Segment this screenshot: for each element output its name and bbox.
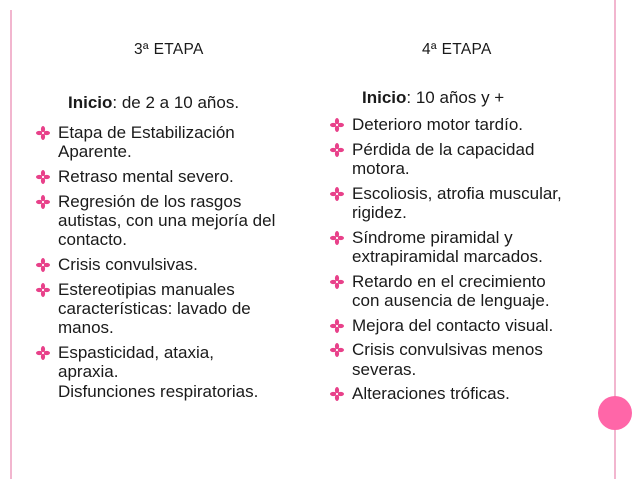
list-item (330, 316, 592, 335)
list-item-line: características: lavado de (58, 299, 251, 318)
left-inicio (68, 93, 239, 113)
fleuron-icon (36, 258, 50, 272)
list-item-line: severas. (352, 359, 417, 379)
fleuron-icon (330, 187, 344, 201)
list-item-line: con ausencia de lenguaje. (352, 291, 550, 310)
fleuron-icon (330, 118, 344, 132)
list-item-line: Espasticidad, ataxia, (58, 343, 214, 362)
list-item (330, 340, 592, 379)
right-inicio-label: Inicio (362, 88, 407, 107)
pink-circle-decoration (598, 396, 632, 430)
list-item (330, 384, 592, 403)
list-item-line: Regresión de los rasgos (58, 191, 242, 211)
list-item-line: Alteraciones tróficas. (352, 384, 510, 404)
list-item-line: Estereotipias manuales (58, 279, 235, 299)
right-inicio-value: : 10 años y + (406, 88, 505, 107)
right-inicio (362, 88, 504, 108)
list-item-line: Deterioro motor tardío. (352, 115, 524, 134)
list-item-line: Disfunciones respiratorias. (58, 381, 259, 401)
list-item-line: Crisis convulsivas menos (352, 340, 543, 360)
left-border-line (10, 10, 12, 479)
list-item-line: Síndrome piramidal y (352, 227, 513, 247)
left-inicio-value: : de 2 a 10 años. (112, 93, 240, 112)
list-item-line: Aparente. (58, 142, 132, 162)
list-item (36, 343, 312, 401)
list-item (330, 115, 592, 134)
fleuron-icon (330, 275, 344, 289)
fleuron-icon (36, 346, 50, 360)
left-column-title: 3ª ETAPA (134, 41, 204, 58)
list-item (36, 123, 312, 162)
list-item-line: rigidez. (352, 203, 407, 222)
fleuron-icon (330, 343, 344, 357)
list-item-line: Crisis convulsivas. (58, 255, 198, 274)
list-item (330, 228, 592, 267)
list-item (330, 140, 592, 179)
fleuron-icon (330, 319, 344, 333)
fleuron-icon (36, 170, 50, 184)
list-item (36, 192, 312, 250)
list-item (330, 272, 592, 311)
list-item-line: extrapiramidal marcados. (352, 247, 543, 266)
list-item (330, 184, 592, 223)
list-item (36, 255, 312, 274)
right-column-title: 4ª ETAPA (422, 41, 492, 58)
list-item (36, 280, 312, 338)
list-item-line: Retardo en el crecimiento (352, 271, 546, 291)
fleuron-icon (36, 283, 50, 297)
fleuron-icon (36, 195, 50, 209)
left-inicio-label: Inicio (68, 93, 113, 112)
list-item-line: motora. (352, 159, 410, 178)
list-item-line: Pérdida de la capacidad (352, 139, 535, 159)
list-item-line: contacto. (58, 230, 127, 250)
list-item (36, 167, 312, 186)
list-item-line: Etapa de Estabilización (58, 123, 235, 142)
fleuron-icon (36, 126, 50, 140)
fleuron-icon (330, 143, 344, 157)
list-item-line: autistas, con una mejoría del (58, 211, 276, 230)
list-item-line: Mejora del contacto visual. (352, 315, 554, 335)
list-item-line: Retraso mental severo. (58, 167, 234, 186)
list-item-line: apraxia. (58, 362, 119, 382)
list-item-line: manos. (58, 318, 114, 338)
left-bullet-list (36, 123, 312, 406)
list-item-line: Escoliosis, atrofia muscular, (352, 183, 562, 203)
fleuron-icon (330, 387, 344, 401)
fleuron-icon (330, 231, 344, 245)
right-bullet-list (330, 115, 592, 409)
